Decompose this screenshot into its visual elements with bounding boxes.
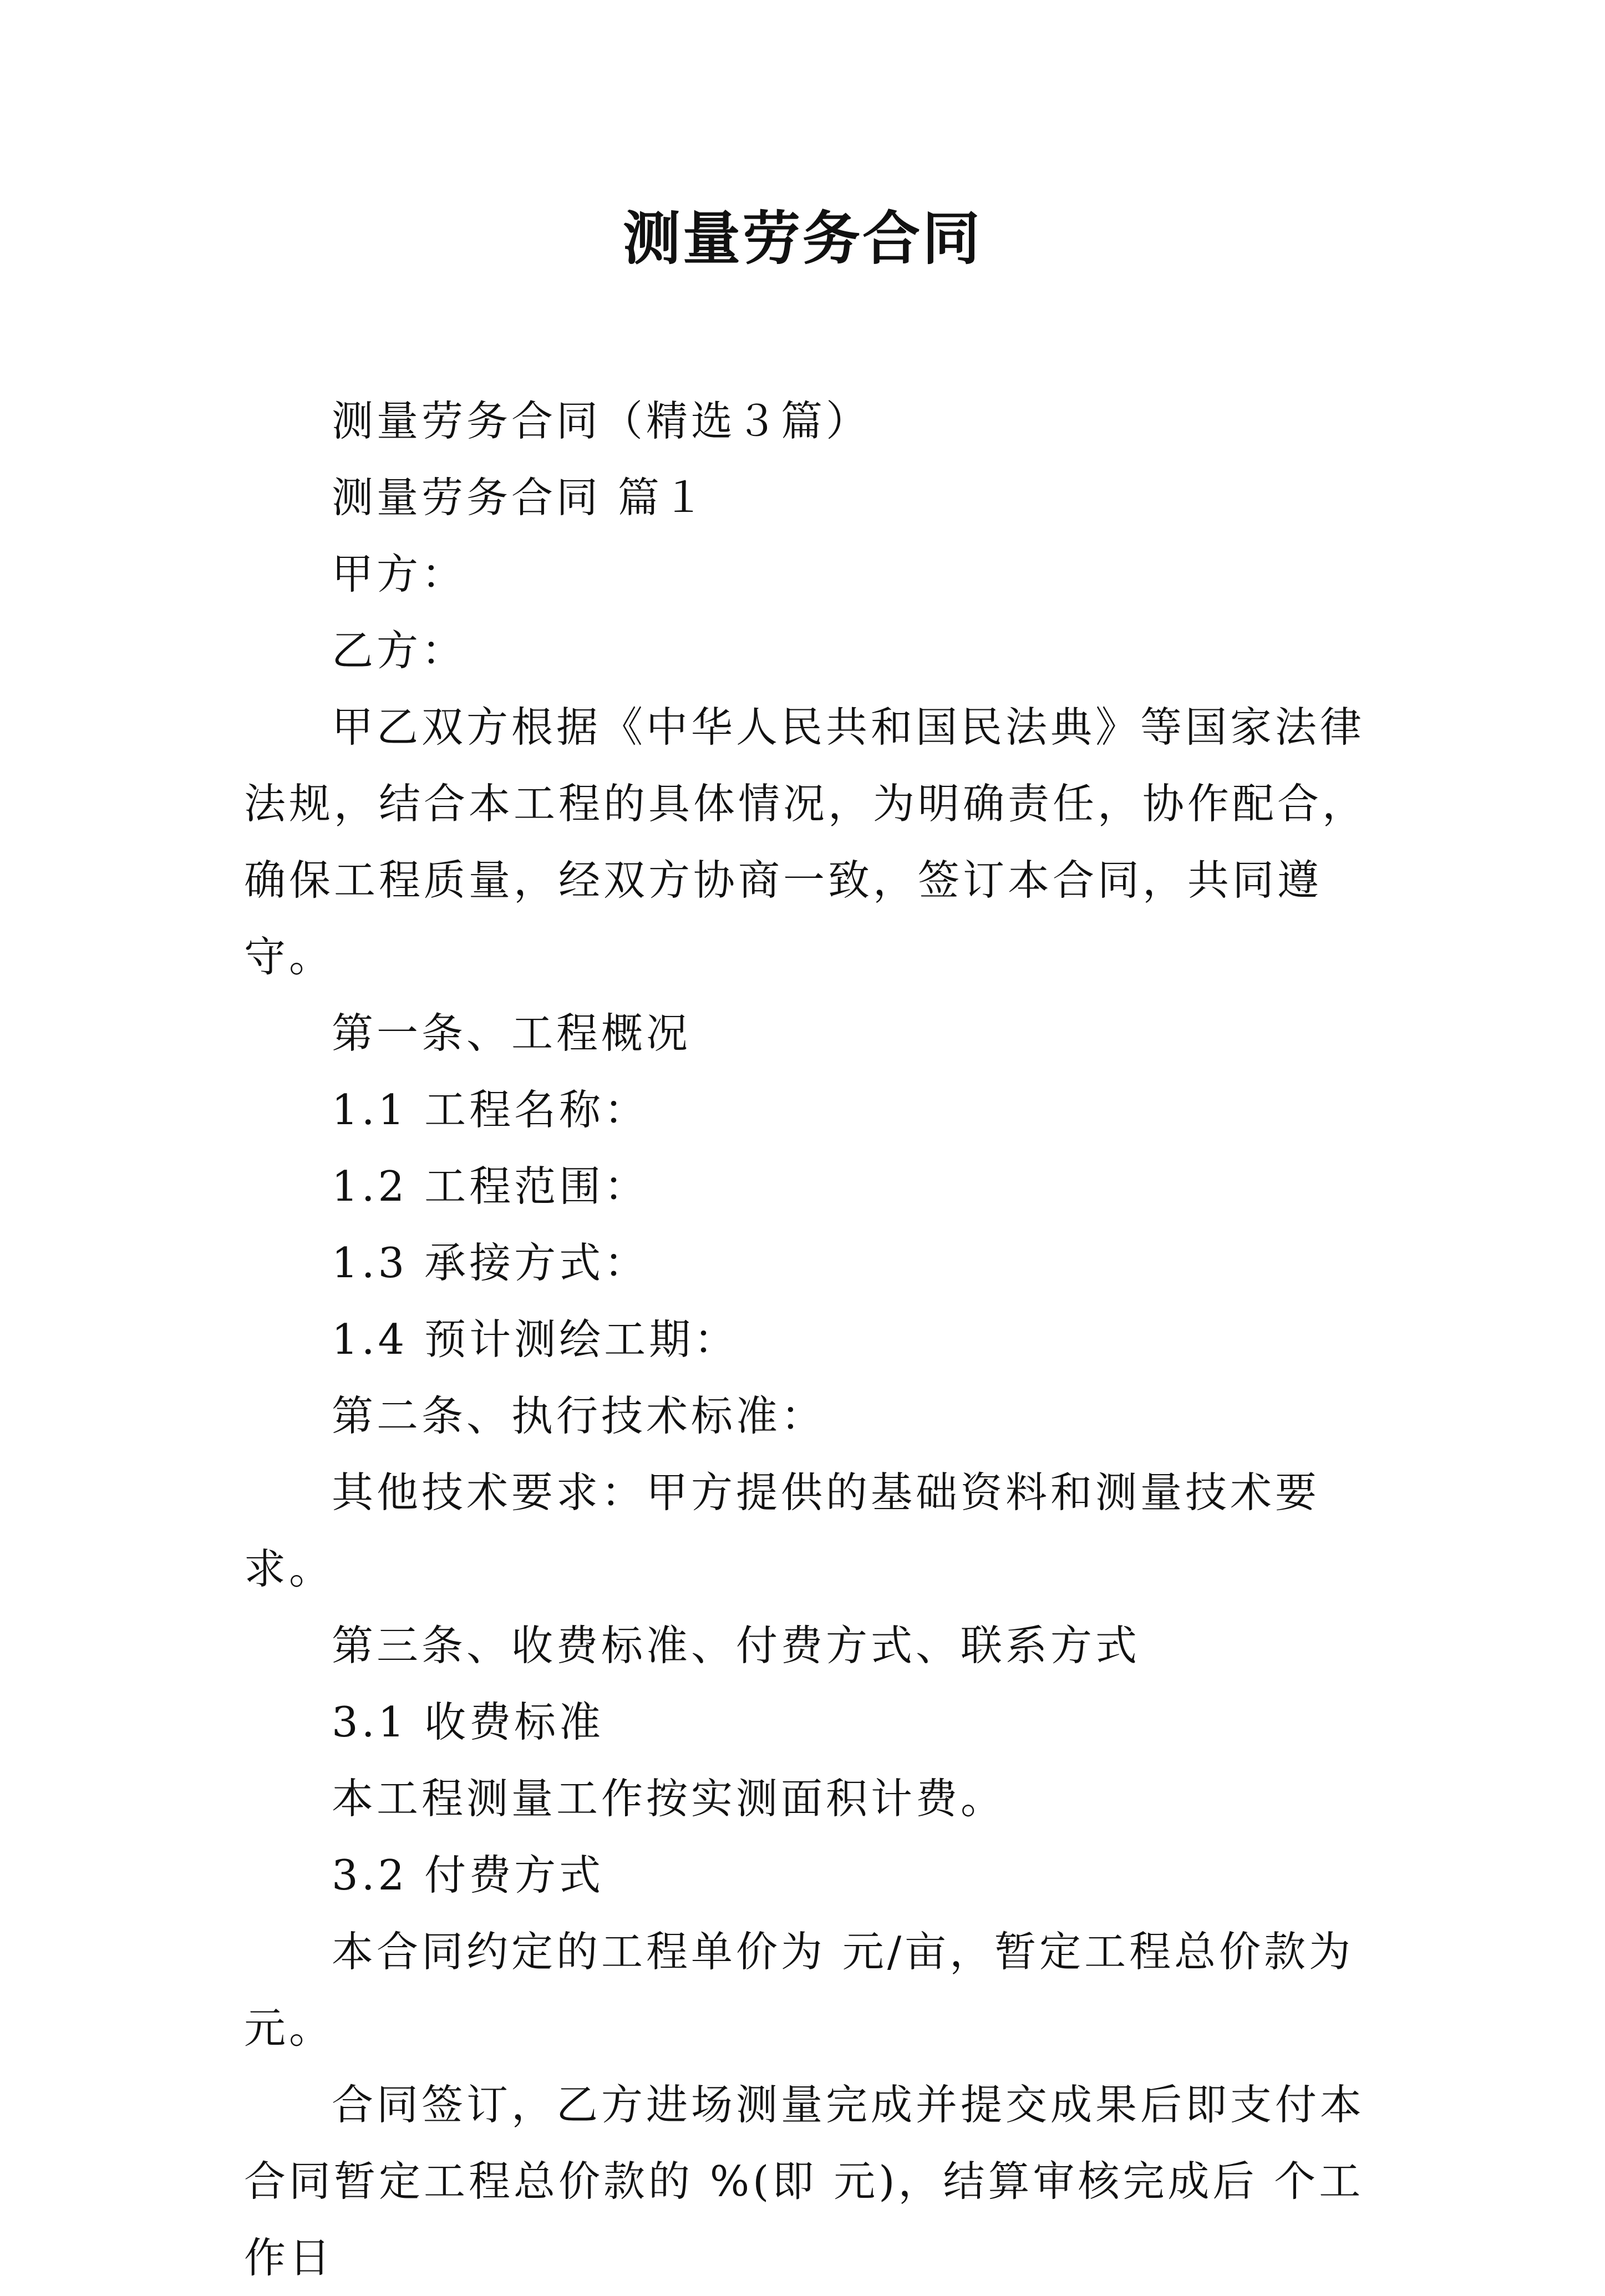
paragraph-payment-terms: 合同签订，乙方进场测量完成并提交成果后即支付本合同暂定工程总价款的 %(即 元)，结算审核完成后 个工作日 [244,2080,1365,2282]
document-body [244,383,1375,2296]
paragraph-party-b: 乙方： [332,626,467,675]
paragraph-article-3: 第三条、收费标准、付费方式、联系方式 [332,1621,1141,1670]
paragraph-3-1: 3.1 收费标准 [332,1698,605,1746]
paragraph-1-4: 1.4 预计测绘工期： [332,1315,739,1364]
paragraph-fee-basis: 本工程测量工作按实测面积计费。 [332,1774,1006,1823]
paragraph-article-2: 第二条、执行技术标准： [332,1391,826,1440]
paragraph-1-2: 1.2 工程范围： [332,1162,649,1211]
paragraph-unit-price: 本合同约定的工程单价为 元/亩，暂定工程总价款为 元。 [244,1927,1370,2053]
paragraph-preamble: 甲乙双方根据《中华人民共和国民法典》等国家法律法规，结合本工程的具体情况，为明确责任，协作配合，确保工程质量，经双方协商一致，签订本合同，共同遵守。 [244,703,1368,981]
paragraph-party-a: 甲方： [332,550,467,598]
paragraph-tech-requirements: 其他技术要求：甲方提供的基础资料和测量技术要求。 [244,1468,1320,1593]
paragraph-1-1: 1.1 工程名称： [332,1085,649,1134]
paragraph-3-2: 3.2 付费方式 [332,1851,605,1899]
paragraph-1-3: 1.3 承接方式： [332,1238,649,1287]
paragraph-article-1: 第一条、工程概况 [332,1009,692,1058]
document-title: 测量劳务合同 [622,205,982,272]
paragraph-subtitle: 测量劳务合同（精选３篇） [332,397,871,445]
paragraph-part-heading: 测量劳务合同 篇１ [332,473,708,522]
